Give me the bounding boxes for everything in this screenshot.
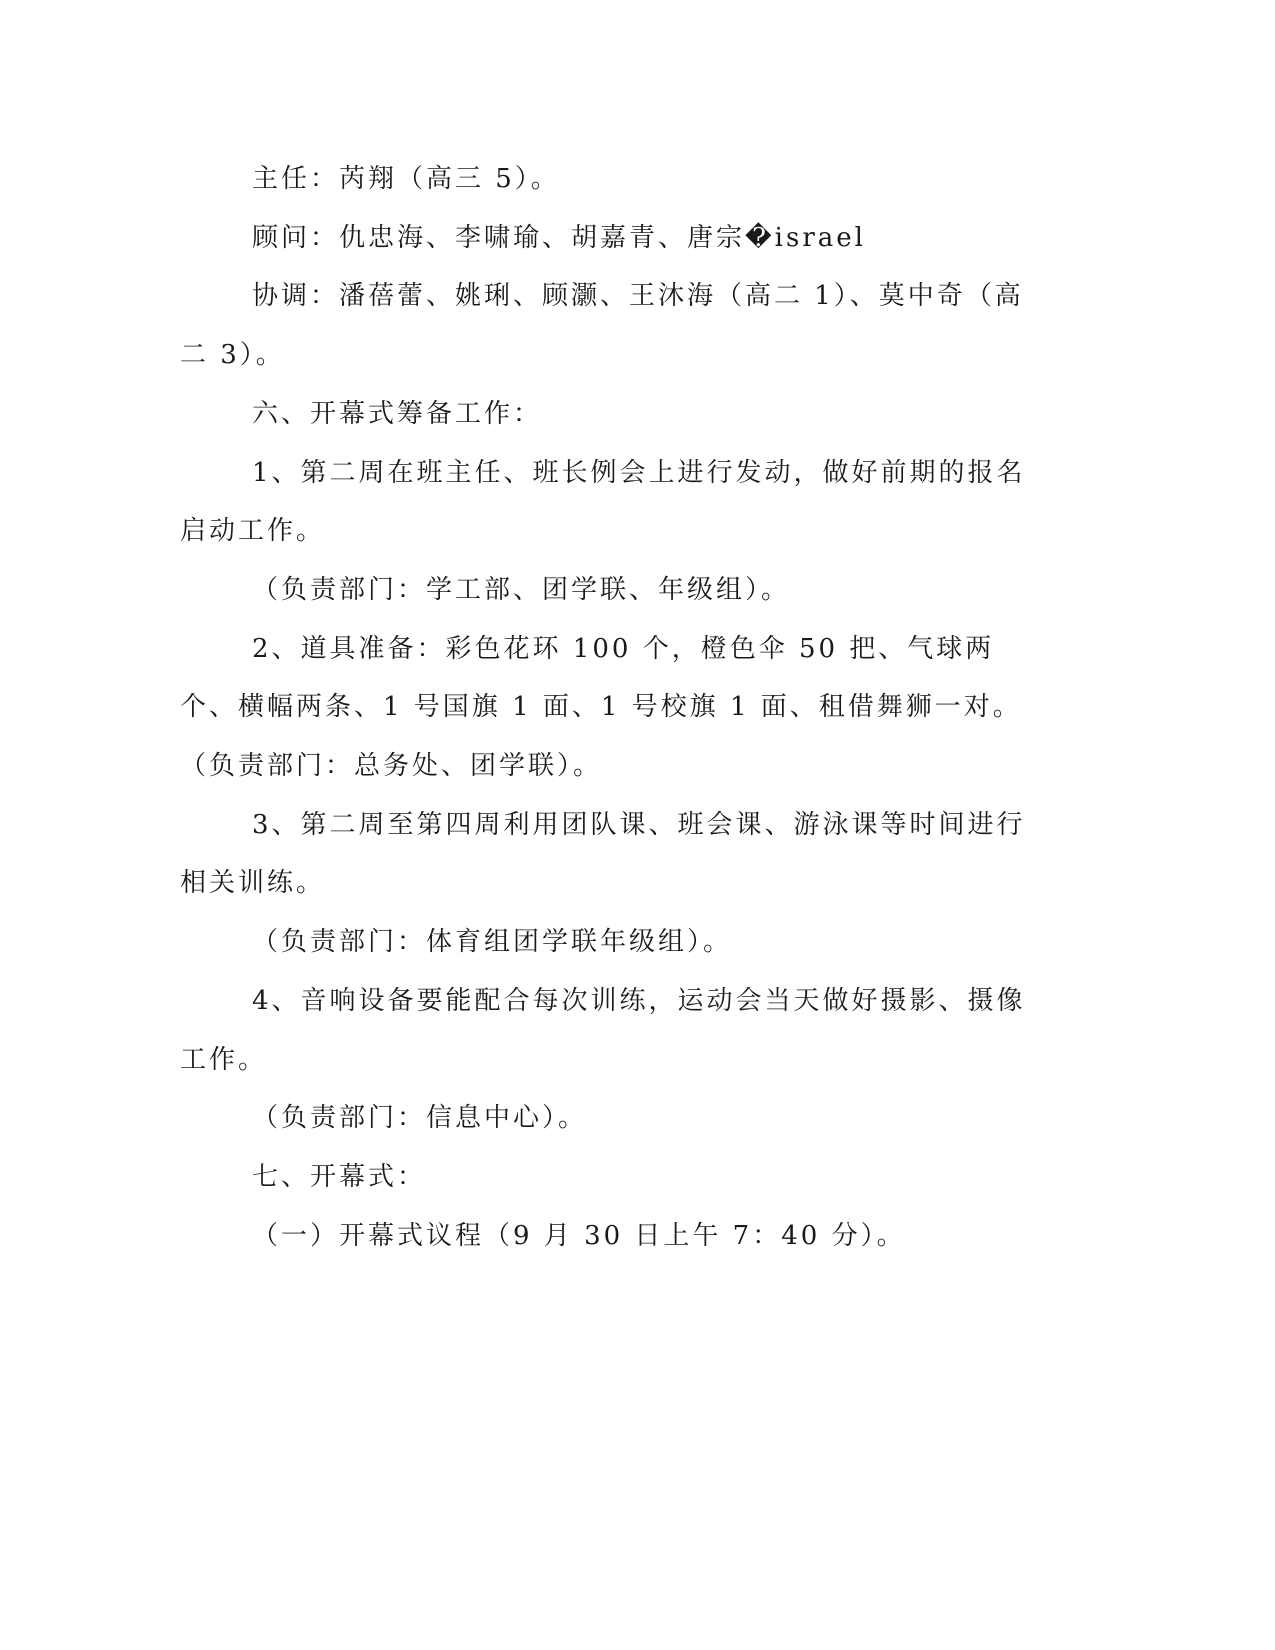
coordinators-paragraph: 协调：潘蓓蕾、姚琍、顾灏、王沐海（高二 1）、莫中奇（高二 3）。 bbox=[180, 281, 1024, 371]
item-3-text: 3、第二周至第四周利用团队课、班会课、游泳课等时间进行相关训练。 bbox=[180, 809, 1026, 899]
director-line: 主任：芮翔（高三 5）。 bbox=[252, 164, 560, 194]
advisors-paragraph: 顾问：仇忠海、李啸瑜、胡嘉青、唐宗�israel bbox=[252, 222, 866, 253]
section-six-heading: 六、开幕式筹备工作： bbox=[252, 398, 543, 429]
item-1-text: 1、第二周在班主任、班长例会上进行发动，做好前期的报名启动工作。 bbox=[180, 457, 1026, 547]
item-3-department: （负责部门：体育组团学联年级组）。 bbox=[252, 927, 733, 958]
item-2-text: 2、道具准备：彩色花环 100 个，橙色伞 50 把、气球两个、横幅两条、1 号国旗 1 面、1 号校旗 1 面、租借舞狮一对。（负责部门：总务处、团学联）。 bbox=[180, 633, 1022, 782]
document-body bbox=[180, 150, 1050, 1265]
item-4-text: 4、音响设备要能配合每次训练，运动会当天做好摄影、摄像工作。 bbox=[180, 985, 1026, 1075]
section-seven-heading: 七、开幕式： bbox=[252, 1161, 427, 1192]
item-1-department: （负责部门：学工部、团学联、年级组）。 bbox=[252, 574, 791, 605]
opening-agenda-heading: （一）开幕式议程（9 月 30 日上午 7：40 分）。 bbox=[252, 1220, 906, 1251]
item-4-department: （负责部门：信息中心）。 bbox=[252, 1103, 588, 1134]
